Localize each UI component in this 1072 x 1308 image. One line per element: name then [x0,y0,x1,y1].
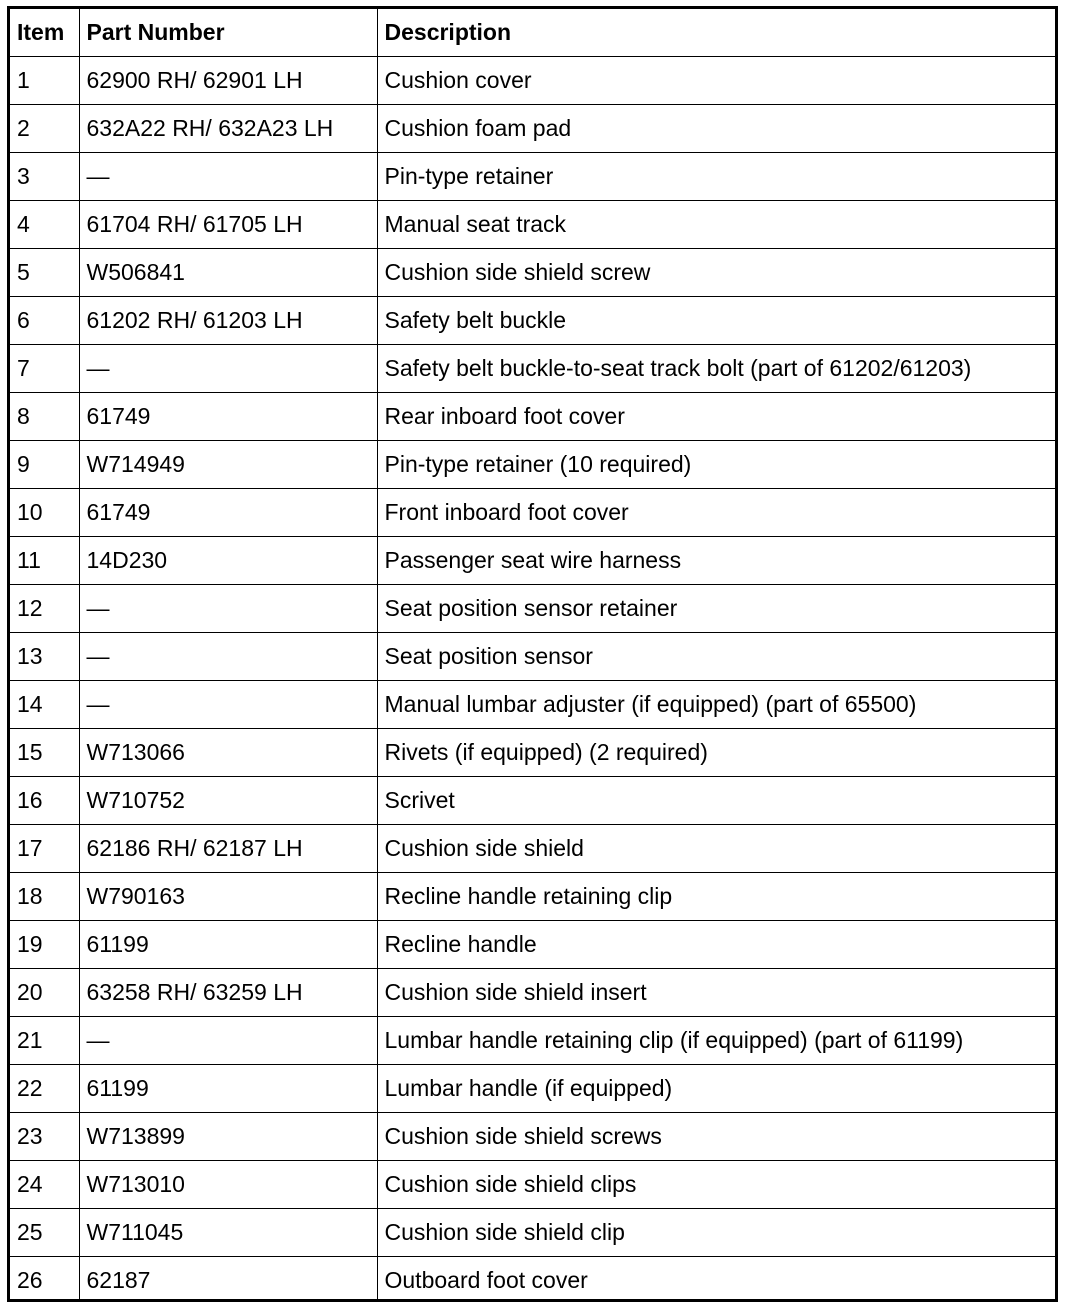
cell-description: Front inboard foot cover [377,489,1055,537]
cell-item: 19 [10,921,79,969]
cell-item: 16 [10,777,79,825]
cell-item: 23 [10,1113,79,1161]
cell-description: Cushion side shield clip [377,1209,1055,1257]
cell-part-number: 14D230 [79,537,377,585]
cell-description: Lumbar handle (if equipped) [377,1065,1055,1113]
table-row [10,1161,1055,1209]
table-row [10,1065,1055,1113]
table-row [10,1209,1055,1257]
table-body [10,57,1055,1303]
cell-description: Passenger seat wire harness [377,537,1055,585]
cell-description: Cushion side shield screws [377,1113,1055,1161]
cell-item: 6 [10,297,79,345]
cell-description: Safety belt buckle [377,297,1055,345]
cell-part-number: 61749 [79,393,377,441]
cell-description: Cushion side shield screw [377,249,1055,297]
cell-part-number: 62900 RH/ 62901 LH [79,57,377,105]
cell-item: 11 [10,537,79,585]
cell-part-number: — [79,681,377,729]
table-row [10,1113,1055,1161]
cell-item: 14 [10,681,79,729]
cell-item: 5 [10,249,79,297]
cell-description: Rear inboard foot cover [377,393,1055,441]
cell-description: Cushion side shield [377,825,1055,873]
cell-description: Manual lumbar adjuster (if equipped) (part of 65500) [377,681,1055,729]
cell-item: 21 [10,1017,79,1065]
cell-item: 4 [10,201,79,249]
table-row [10,489,1055,537]
table-row [10,249,1055,297]
cell-part-number: W713066 [79,729,377,777]
cell-item: 9 [10,441,79,489]
header-part-number: Part Number [79,9,377,57]
cell-description: Outboard foot cover [377,1257,1055,1303]
table-row [10,537,1055,585]
cell-item: 22 [10,1065,79,1113]
cell-part-number: 61704 RH/ 61705 LH [79,201,377,249]
header-description: Description [377,9,1055,57]
cell-part-number: 63258 RH/ 63259 LH [79,969,377,1017]
cell-item: 2 [10,105,79,153]
parts-table [10,9,1055,1302]
table-row [10,1257,1055,1303]
cell-item: 26 [10,1257,79,1303]
cell-description: Cushion side shield insert [377,969,1055,1017]
cell-part-number: — [79,345,377,393]
cell-description: Seat position sensor [377,633,1055,681]
cell-part-number: — [79,585,377,633]
table-row [10,345,1055,393]
table-row [10,297,1055,345]
cell-item: 13 [10,633,79,681]
cell-part-number: 632A22 RH/ 632A23 LH [79,105,377,153]
table-row [10,441,1055,489]
cell-description: Cushion cover [377,57,1055,105]
cell-part-number: 61749 [79,489,377,537]
cell-description: Cushion side shield clips [377,1161,1055,1209]
cell-item: 10 [10,489,79,537]
header-item: Item [10,9,79,57]
cell-description: Pin-type retainer [377,153,1055,201]
cell-item: 18 [10,873,79,921]
table-row [10,585,1055,633]
cell-description: Lumbar handle retaining clip (if equipped) (part of 61199) [377,1017,1055,1065]
table-header-row [10,9,1055,57]
cell-part-number: 62186 RH/ 62187 LH [79,825,377,873]
cell-part-number: — [79,1017,377,1065]
table-row [10,1017,1055,1065]
cell-description: Safety belt buckle-to-seat track bolt (part of 61202/61203) [377,345,1055,393]
table-row [10,825,1055,873]
table-row [10,153,1055,201]
cell-description: Recline handle [377,921,1055,969]
cell-part-number: — [79,633,377,681]
cell-description: Seat position sensor retainer [377,585,1055,633]
table-row [10,921,1055,969]
cell-item: 20 [10,969,79,1017]
cell-part-number: 61199 [79,921,377,969]
table-row [10,393,1055,441]
parts-table-frame [7,6,1058,1302]
cell-description: Manual seat track [377,201,1055,249]
table-row [10,105,1055,153]
cell-part-number: W506841 [79,249,377,297]
cell-item: 17 [10,825,79,873]
table-row [10,777,1055,825]
cell-item: 7 [10,345,79,393]
cell-item: 8 [10,393,79,441]
cell-item: 12 [10,585,79,633]
cell-description: Rivets (if equipped) (2 required) [377,729,1055,777]
table-row [10,873,1055,921]
cell-description: Cushion foam pad [377,105,1055,153]
cell-item: 15 [10,729,79,777]
cell-item: 25 [10,1209,79,1257]
table-row [10,201,1055,249]
cell-description: Recline handle retaining clip [377,873,1055,921]
table-row [10,57,1055,105]
cell-part-number: W711045 [79,1209,377,1257]
table-row [10,969,1055,1017]
cell-part-number: 61202 RH/ 61203 LH [79,297,377,345]
cell-part-number: W714949 [79,441,377,489]
table-row [10,729,1055,777]
table-row [10,681,1055,729]
cell-part-number: W710752 [79,777,377,825]
cell-part-number: 61199 [79,1065,377,1113]
cell-part-number: W790163 [79,873,377,921]
cell-description: Pin-type retainer (10 required) [377,441,1055,489]
cell-part-number: W713899 [79,1113,377,1161]
cell-description: Scrivet [377,777,1055,825]
cell-part-number: — [79,153,377,201]
cell-item: 24 [10,1161,79,1209]
table-row [10,633,1055,681]
cell-item: 1 [10,57,79,105]
cell-part-number: 62187 [79,1257,377,1303]
cell-item: 3 [10,153,79,201]
cell-part-number: W713010 [79,1161,377,1209]
